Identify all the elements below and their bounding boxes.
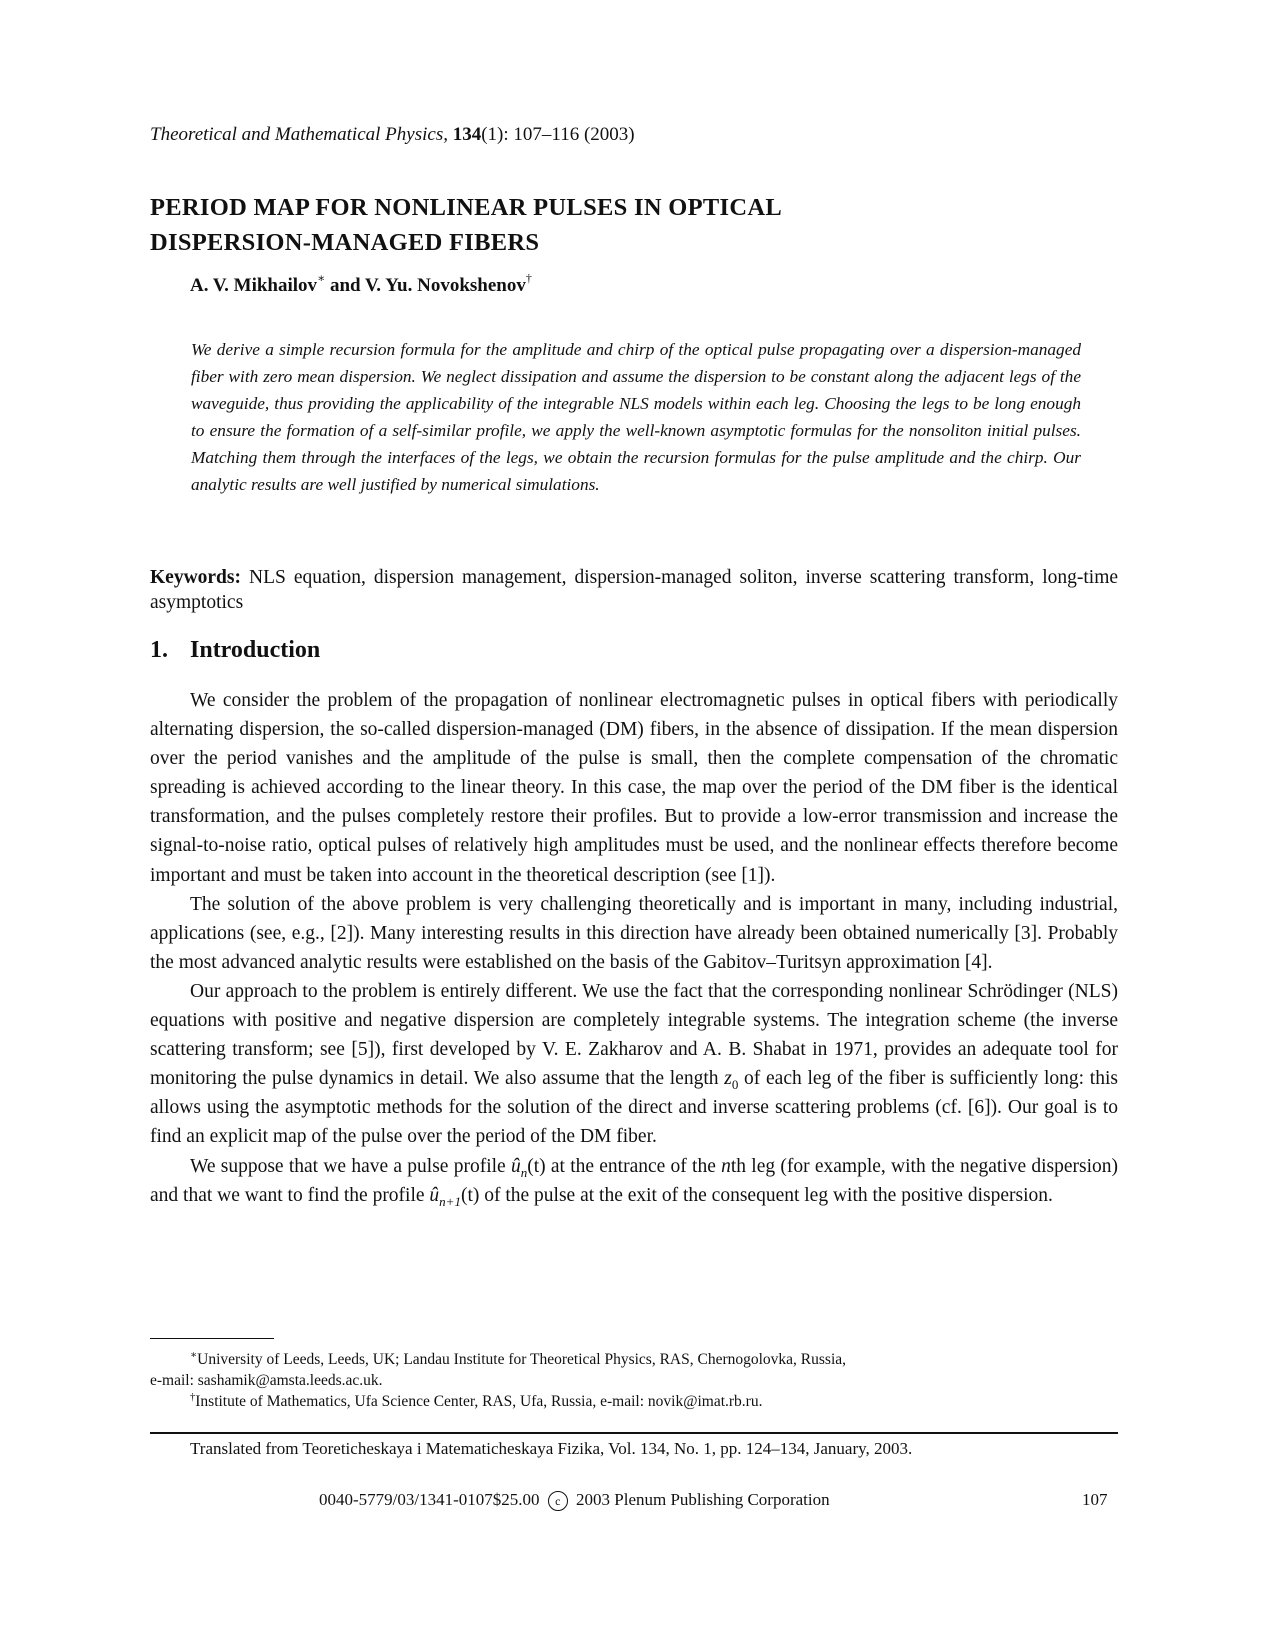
section-number: 1. bbox=[150, 637, 168, 663]
journal-name: Theoretical and Mathematical Physics, bbox=[150, 124, 448, 145]
author-2-mark: † bbox=[525, 270, 532, 285]
footer-divider bbox=[150, 1432, 1118, 1434]
journal-volume: 134 bbox=[452, 124, 482, 145]
section-title: Introduction bbox=[190, 637, 321, 663]
paragraph-2: The solution of the above problem is very challenging theoretically and is important in many, including industrial, applications (see, e.g., [2]). Many interesting results in this direction have already been obtained numerically [3]. Probably the most advanced analytic results were established on the basis of the Gabitov–Turitsyn approximation [4]. bbox=[150, 893, 1118, 973]
section-heading bbox=[150, 637, 320, 664]
math-n: n bbox=[721, 1155, 731, 1177]
author-1: A. V. Mikhailov bbox=[190, 275, 318, 296]
footnote-divider bbox=[150, 1338, 274, 1339]
math-u-hat-2: û bbox=[429, 1184, 440, 1206]
paper-title bbox=[150, 190, 1130, 260]
paragraph-3 bbox=[150, 977, 1118, 1152]
footnotes bbox=[150, 1349, 1030, 1412]
paragraph-4-text-d: of the pulse at the exit of the consequent leg with the positive dispersion. bbox=[479, 1184, 1053, 1206]
math-u-hat-1: û bbox=[510, 1155, 521, 1177]
publication-line bbox=[319, 1490, 830, 1511]
paragraph-4 bbox=[150, 1152, 1118, 1210]
footnote-1-mark: ∗ bbox=[190, 1349, 198, 1361]
paragraph-3-text-b: of each leg of the fiber is sufficiently long: this allows using the asymptotic methods for the solution of the direct and inverse scattering problems (cf. [6]). Our goal is to find an explicit map of the pulse over the period of the DM fiber. bbox=[150, 1068, 1118, 1148]
title-line-1: PERIOD MAP FOR NONLINEAR PULSES IN OPTICAL bbox=[150, 194, 782, 221]
article-code: 0040-5779/03/1341-0107$25.00 bbox=[319, 1490, 540, 1509]
paragraph-4-text-c: th leg (for example, with the negative dispersion) and that we want to find the profile bbox=[150, 1155, 1119, 1206]
author-1-mark: ∗ bbox=[317, 270, 326, 285]
paragraph-1: We consider the problem of the propagation of nonlinear electromagnetic pulses in optical fibers with periodically alternating dispersion, the so-called dispersion-managed (DM) fibers, in the absence of dissipation. If the mean dispersion over the period vanishes and the amplitude of the pulse is small, then the complete compensation of the chromatic spreading is achieved according to the linear theory. In this case, the map over the period of the DM fiber is the identical transformation, and the pulses completely restore their profiles. But to provide a low-error transmission and increase the signal-to-noise ratio, optical pulses of relatively high amplitudes must be used, and the nonlinear effects therefore become important and must be taken into account in the theoretical description (see [1]). bbox=[150, 690, 1118, 886]
author-2: V. Yu. Novokshenov bbox=[365, 275, 526, 296]
journal-citation bbox=[150, 124, 635, 146]
paragraph-3-text-a: Our approach to the problem is entirely different. We use the fact that the corresponding nonlinear Schrödinger (NLS) equations with positive and negative dispersion are completely integrable systems. The integration scheme (the inverse scattering transform; see [5]), first developed by V. E. Zakharov and A. B. Shabat in 1971, provides an adequate tool for monitoring the pulse dynamics in detail. We also assume that the length bbox=[150, 980, 1118, 1090]
keywords-label: Keywords: bbox=[150, 567, 241, 588]
footnote-1-text: University of Leeds, Leeds, UK; Landau Institute for Theoretical Physics, RAS, Chernogolovka, Russia, bbox=[197, 1351, 847, 1368]
abstract: We derive a simple recursion formula for the amplitude and chirp of the optical pulse propagating over a dispersion-managed fiber with zero mean dispersion. We neglect dissipation and assume the dispersion to be constant along the adjacent legs of the waveguide, thus providing the applicability of the integrable NLS models within each leg. Choosing the legs to be long enough to ensure the formation of a self-similar profile, we apply the well-known asymptotic formulas for the nonsoliton initial pulses. Matching them through the interfaces of the legs, we obtain the recursion formulas for the pulse amplitude and the chirp. Our analytic results are well justified by numerical simulations. bbox=[191, 340, 1081, 495]
math-t-1: (t) bbox=[527, 1155, 546, 1177]
keywords-text: NLS equation, dispersion management, dispersion-managed soliton, inverse scattering transform, long-time asymptotics bbox=[150, 567, 1119, 613]
math-u-n-plus-1 bbox=[429, 1184, 480, 1209]
math-u-sub-2: n+1 bbox=[439, 1193, 461, 1209]
footnote-1-line-2: e-mail: sashamik@amsta.leeds.ac.uk. bbox=[150, 1372, 383, 1389]
page-number: 107 bbox=[1082, 1490, 1108, 1509]
journal-issue-pages: (1): 107–116 (2003) bbox=[481, 124, 635, 145]
paragraph-4-text-b: at the entrance of the bbox=[545, 1155, 722, 1177]
math-z0 bbox=[724, 1068, 739, 1093]
footnote-2 bbox=[150, 1391, 1030, 1412]
copyright-icon: c bbox=[548, 1491, 568, 1511]
author-list bbox=[190, 270, 532, 297]
author-conjunction: and bbox=[325, 275, 366, 296]
paragraph-4-text-a: We suppose that we have a pulse profile bbox=[190, 1155, 511, 1177]
math-z-subscript: 0 bbox=[731, 1077, 739, 1093]
keywords bbox=[150, 565, 1118, 615]
math-u-n bbox=[510, 1155, 546, 1180]
translation-note: Translated from Teoreticheskaya i Matematicheskaya Fizika, Vol. 134, No. 1, pp. 124–134, January, 2003. bbox=[190, 1439, 913, 1458]
footnote-2-text: Institute of Mathematics, Ufa Science Center, RAS, Ufa, Russia, e-mail: novik@imat.rb.ru. bbox=[195, 1393, 763, 1410]
math-t-2: (t) bbox=[460, 1184, 480, 1206]
footnote-2-mark: † bbox=[190, 1391, 196, 1403]
footnote-1-line-1 bbox=[150, 1349, 1030, 1370]
math-z: z bbox=[724, 1068, 732, 1090]
title-line-2: DISPERSION-MANAGED FIBERS bbox=[150, 229, 540, 256]
body-text bbox=[150, 686, 1118, 1210]
math-u-sub-1: n bbox=[520, 1164, 528, 1180]
copyright-text: 2003 Plenum Publishing Corporation bbox=[576, 1490, 830, 1509]
